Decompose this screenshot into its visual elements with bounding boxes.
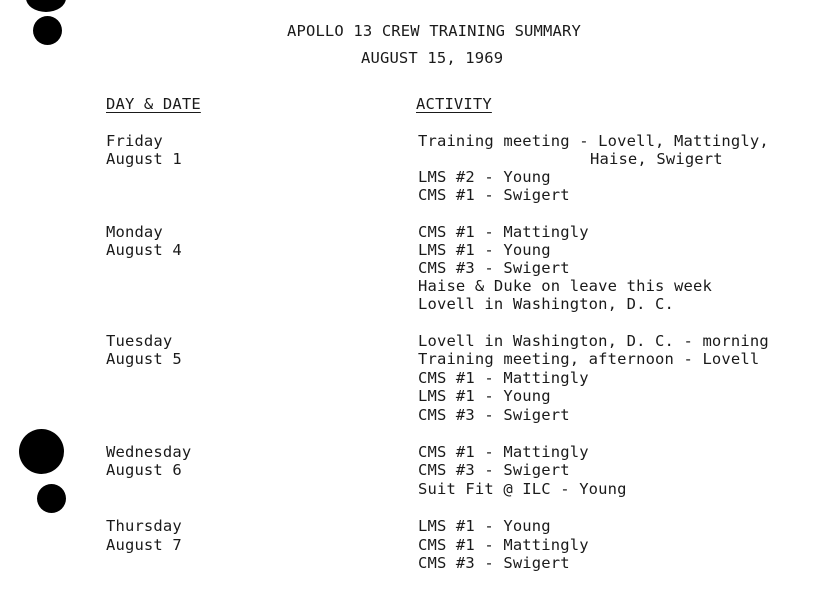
punch-hole-middle [19, 429, 64, 474]
activity-line: CMS #1 - Swigert [418, 186, 570, 204]
entry-date: August 1 [106, 150, 182, 168]
document-title: APOLLO 13 CREW TRAINING SUMMARY [287, 22, 581, 40]
activity-line: Training meeting, afternoon - Lovell [418, 350, 760, 368]
activity-line: CMS #3 - Swigert [418, 406, 570, 424]
punch-hole-top [33, 16, 62, 45]
document-date: AUGUST 15, 1969 [361, 49, 504, 67]
activity-line: CMS #1 - Mattingly [418, 369, 589, 387]
punch-hole-lower [37, 484, 66, 513]
activity-line: LMS #2 - Young [418, 168, 551, 186]
entry-date: August 7 [106, 536, 182, 554]
activity-line: CMS #1 - Mattingly [418, 223, 589, 241]
entry-day: Thursday [106, 517, 182, 535]
header-activity: ACTIVITY [416, 95, 492, 113]
activity-line: CMS #3 - Swigert [418, 461, 570, 479]
entry-date: August 4 [106, 241, 182, 259]
activity-line: Lovell in Washington, D. C. [418, 295, 675, 313]
activity-line: Suit Fit @ ILC - Young [418, 480, 627, 498]
activity-line: Training meeting - Lovell, Mattingly, [418, 132, 769, 150]
activity-line: LMS #1 - Young [418, 517, 551, 535]
activity-line: CMS #3 - Swigert [418, 259, 570, 277]
entry-day: Wednesday [106, 443, 192, 461]
header-day-date: DAY & DATE [106, 95, 201, 113]
activity-line: CMS #1 - Mattingly [418, 443, 589, 461]
entry-date: August 6 [106, 461, 182, 479]
entry-date: August 5 [106, 350, 182, 368]
activity-line: CMS #1 - Mattingly [418, 536, 589, 554]
entry-day: Friday [106, 132, 163, 150]
entry-day: Tuesday [106, 332, 173, 350]
punch-hole-top-partial [26, 0, 66, 12]
entry-day: Monday [106, 223, 163, 241]
activity-line: CMS #3 - Swigert [418, 554, 570, 572]
activity-line: Haise, Swigert [590, 150, 723, 168]
activity-line: Haise & Duke on leave this week [418, 277, 712, 295]
activity-line: Lovell in Washington, D. C. - morning [418, 332, 769, 350]
activity-line: LMS #1 - Young [418, 387, 551, 405]
activity-line: LMS #1 - Young [418, 241, 551, 259]
